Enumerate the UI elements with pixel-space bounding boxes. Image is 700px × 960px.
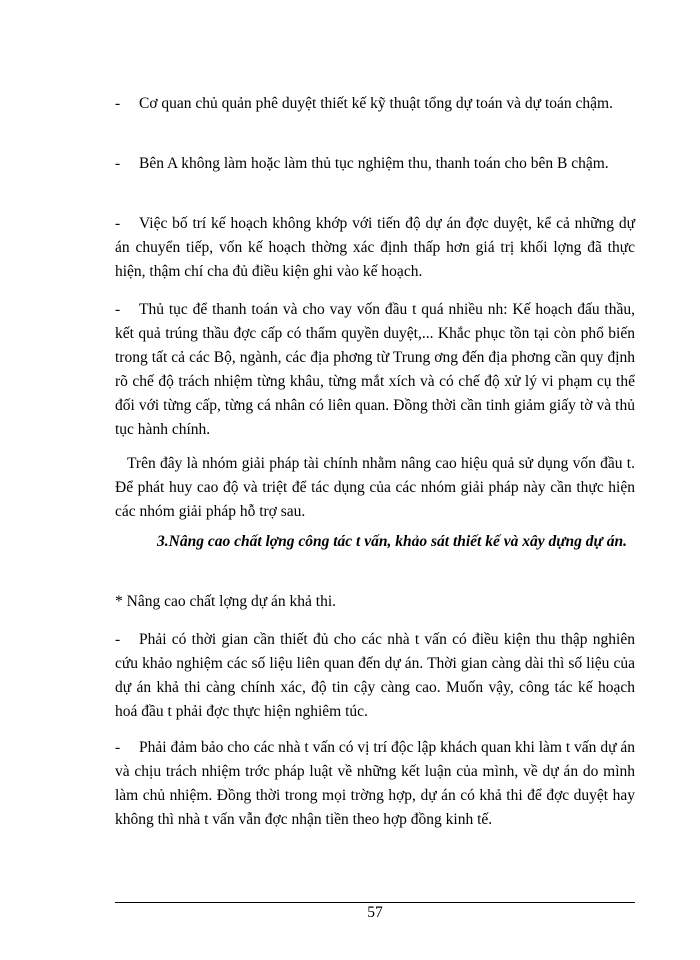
- paragraph-2: [115, 152, 635, 176]
- bullet-dash: -: [115, 739, 121, 756]
- paragraph-3: [115, 212, 635, 284]
- bullet-dash: -: [115, 95, 121, 112]
- bullet-dash: -: [115, 215, 121, 232]
- bullet-dash: -: [115, 631, 121, 648]
- bullet-dash: -: [115, 155, 121, 172]
- paragraph-text: Bên A không làm hoặc làm thủ tục nghiệm thu, thanh toán cho bên B chậm.: [139, 155, 609, 172]
- paragraph-text: Cơ quan chủ quản phê duyệt thiết kế kỹ thuật tổng dự toán và dự toán chậm.: [139, 95, 613, 112]
- paragraph-text: Trên đây là nhóm giải pháp tài chính nhằm nâng cao hiệu quả sử dụng vốn đầu t. Để phát huy cao độ và triệt để tác dụng của các nhóm giải pháp này cần thực hiện các nhóm giải pháp hỗ trợ sau.: [115, 455, 635, 520]
- bullet-dash: -: [115, 301, 121, 318]
- paragraph-7: [115, 736, 635, 832]
- paragraph-text: Thủ tục để thanh toán và cho vay vốn đầu t quá nhiều nh: Kế hoạch đấu thầu, kết quả trúng thầu đợc cấp có thẩm quyền duyệt,... Khắc phục tồn tại còn phổ biến trong tất cả các Bộ, ngành, các địa phơng từ Trung ơng đến địa phơng cần quy định rõ chế độ trách nhiệm từng khâu, từng mắt xích và có chế độ xử lý vi phạm cụ thể đối với từng cấp, từng cá nhân có liên quan. Đồng thời cần tinh giảm giấy tờ và thủ tục hành chính.: [115, 301, 635, 438]
- footer-rule: [115, 902, 635, 903]
- paragraph-text: Việc bố trí kế hoạch không khớp với tiến độ dự án đợc duyệt, kể cả những dự án chuyển tiếp, vốn kế hoạch thờng xác định thấp hơn giá trị khối lợng đã thực hiện, thậm chí cha đủ điều kiện ghi vào kế hoạch.: [115, 215, 635, 280]
- paragraph-text: Phải có thời gian cần thiết đủ cho các nhà t vấn có điều kiện thu thập nghiên cứu khảo nghiệm các số liệu liên quan đến dự án. Thời gian càng dài thì số liệu của dự án khả thi càng chính xác, độ tin cậy càng cao. Muốn vậy, công tác kế hoạch hoá đầu t phải đợc thực hiện nghiêm túc.: [115, 631, 635, 720]
- page-number: 57: [367, 904, 383, 921]
- paragraph-5: [115, 452, 635, 524]
- paragraph-4: [115, 298, 635, 442]
- sub-heading: * Nâng cao chất lợng dự án khả thi.: [115, 593, 337, 610]
- paragraph-text: Phải đảm bảo cho các nhà t vấn có vị trí độc lập khách quan khi làm t vấn dự án và chịu trách nhiệm trớc pháp luật về những kết luận của mình, về dự án do mình làm chủ nhiệm. Đồng thời trong mọi trờng hợp, dự án có khả thi để đợc duyệt hay không thì nhà t vấn vẫn đợc nhận tiền theo hợp đồng kinh tế.: [115, 739, 635, 828]
- section-heading: 3.Nâng cao chất lợng công tác t vấn, khảo sát thiết kế và xây dựng dự án.: [157, 533, 627, 550]
- paragraph-1: [115, 92, 635, 116]
- paragraph-6: [115, 628, 635, 724]
